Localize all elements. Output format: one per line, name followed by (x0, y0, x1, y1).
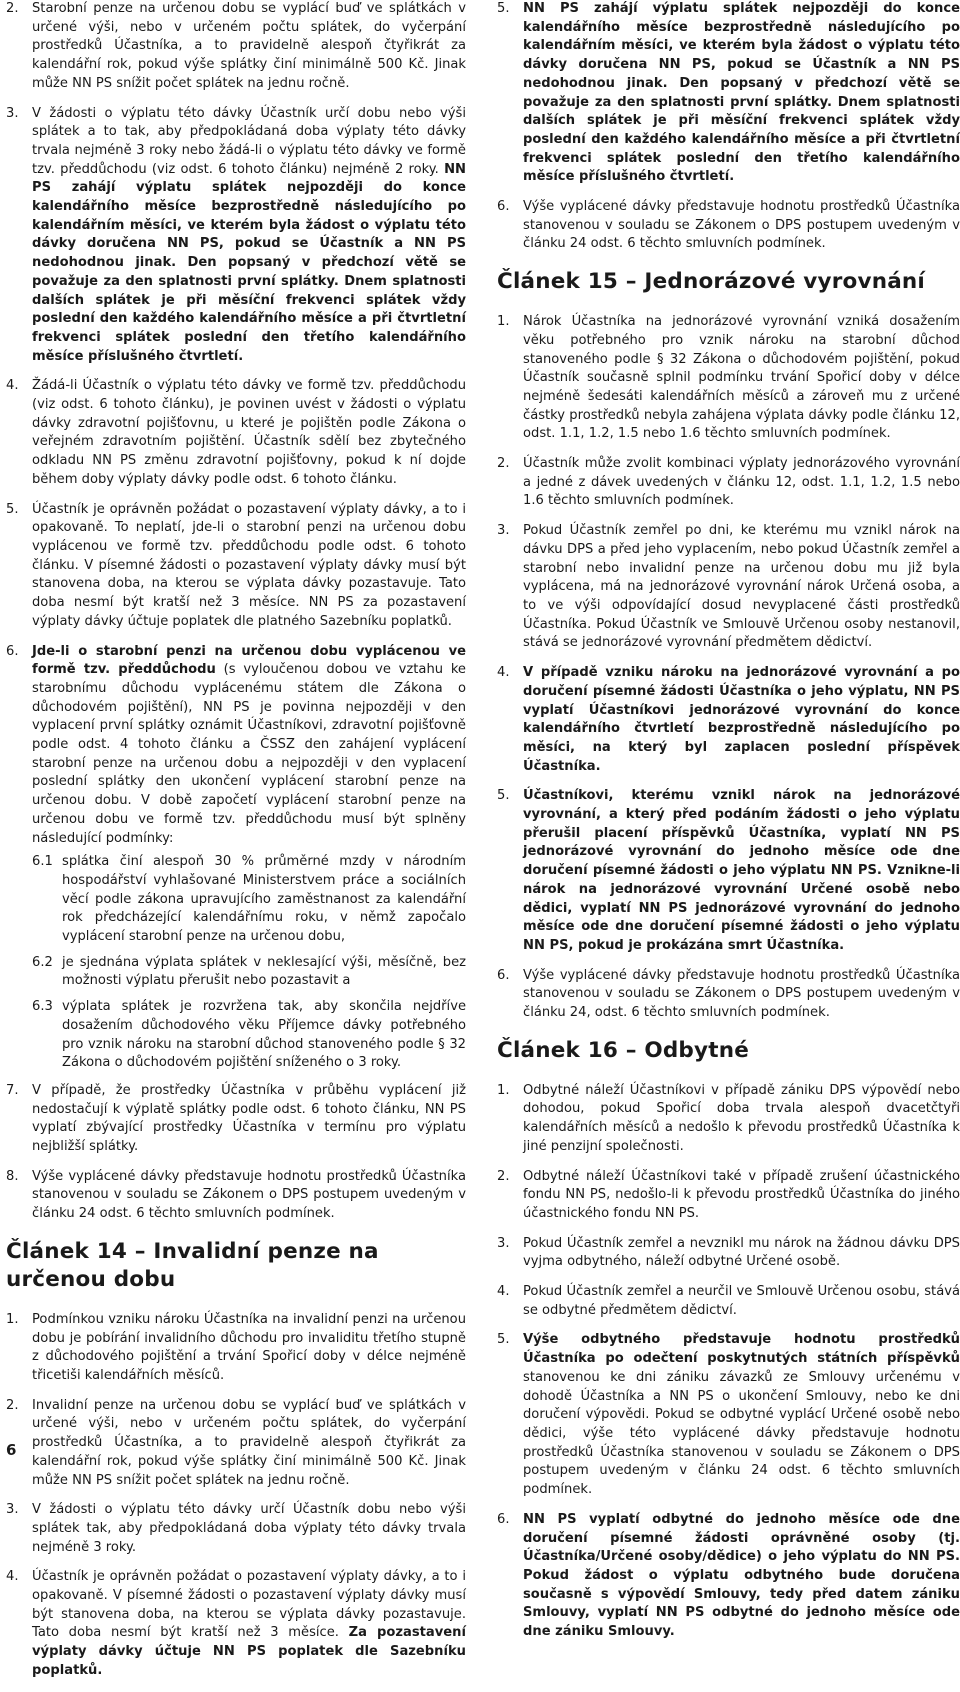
subitem-number: 6.1 (32, 854, 53, 870)
item-number: 3. (6, 1502, 19, 1518)
item-number: 4. (6, 1569, 19, 1585)
sublist (6, 853, 466, 1073)
right-column (497, 0, 960, 1653)
paragraph (497, 1082, 960, 1157)
item-text-bold: Výše odbytného představuje hodnotu prostředků Účastníka po odečtení poskytnutých státních příspěvků (523, 1332, 960, 1367)
paragraph (6, 1568, 466, 1680)
item-text: Výše vyplácené dávky představuje hodnotu prostředků Účastníka stanovenou v souladu se Zákonem o DPS postupem uvedeným v článku 24 odst. 6 těchto smluvních podmínek. (523, 199, 960, 252)
item-text-bold: NN PS zahájí výplatu splátek nejpozději do konce kalendářního měsíce bezprostředně následujícího po kalendářním měsíci, ve kterém byla žádost o výplatu této dávky doručena NN PS, pokud se Účastník a NN PS nedohodnou jinak. Den popsaný v předchozí větě se považuje za den splatnosti první splátky. Dnem splatnosti dalších splátek je při měsíční frekvenci splátek vždy poslední den každého kalendářního měsíce a při čtvrtletní frekvenci splátek poslední den třetího kalendářního měsíce příslušného čtvrtletí. (32, 161, 466, 364)
item-text: Pokud Účastník zemřel a nevznikl mu nárok na žádnou dávku DPS vyjma odbytného, náleží odbytné Určené osobě. (523, 1235, 960, 1270)
article-14-heading: Článek 14 – Invalidní penze na určenou dobu (6, 1238, 379, 1292)
subitem-text: výplata splátek je rozvržena tak, aby skončila nejdříve dosažením důchodového věku Příjemce dávky potřebného pro vznik nároku na starobní důchod stanoveného podle § 32 Zákona o důchodovém pojištění sníženého o 3 roky. (62, 999, 466, 1071)
subitem-number: 6.2 (32, 954, 53, 970)
paragraph (497, 313, 960, 444)
item-number: 2. (497, 1168, 510, 1184)
subitem-text: splátka činí alespoň 30 % průměrné mzdy v národním hospodářství vyhlašované Ministerstvem práce a sociálních věcí podle zákona upravujícího zaměstnanost za kalendářní rok předcházející kalendářnímu roku, v němž započalo vyplácení starobní penze na určenou dobu, (62, 854, 466, 945)
article-16-heading: Článek 16 – Odbytné (497, 1037, 750, 1063)
item-number: 5. (6, 501, 19, 517)
item-number: 8. (6, 1168, 19, 1184)
item-text (523, 0, 960, 187)
item-text: Účastník může zvolit kombinaci výplaty jednorázového vyrovnání a jedné z dávek uvedených v článku 12, odst. 1.1, 1.2, 1.5 nebo 1.6 těchto smluvních podmínek. (523, 456, 960, 509)
item-text: V žádosti o výplatu této dávky určí Účastník dobu nebo výši splátek tak, aby předpokládaná doba výplaty této dávky trvala nejméně 3 roky. (32, 1502, 466, 1555)
item-number: 5. (497, 1332, 510, 1348)
paragraph (6, 1397, 466, 1491)
subitem (32, 853, 466, 947)
paragraph (497, 198, 960, 254)
item-number: 6. (497, 199, 510, 215)
paragraph (497, 1168, 960, 1224)
item-text: Výše vyplácené dávky představuje hodnotu prostředků Účastníka stanovenou v souladu se Zákonem o DPS postupem uvedeným v článku 24 odst. 6 těchto smluvních podmínek. (32, 1168, 466, 1222)
paragraph (6, 105, 466, 367)
item-text-bold: Jde-li o starobní penzi na určenou dobu vyplácenou ve formě tzv. předdůchodu (32, 643, 466, 678)
paragraph (6, 501, 466, 632)
item-text: Žádá-li Účastník o výplatu této dávky ve formě tzv. předdůchodu (viz odst. 6 tohoto článku), je povinen uvést v žádosti o výplatu dávky zdravotní pojišťovnu, u které je pojištěn podle Zákona o veřejném zdravotním pojištění. Účastník sdělí bez zbytečného odkladu NN PS změnu zdravotní pojišťovny, pokud k ní dojde během doby výplaty dávky podle odst. 6 tohoto článku. (32, 378, 466, 487)
paragraph (497, 1235, 960, 1272)
item-text: Odbytné náleží Účastníkovi v případě zániku DPS výpovědí nebo dohodou, pokud Spořicí doba trvala alespoň dvacetčtyři kalendářních měsíců a nedošlo k převodu prostředků Účastníka k jiné penzijní společnosti. (523, 1082, 960, 1154)
item-text (523, 1331, 960, 1499)
item-text (523, 664, 960, 776)
item-number: 3. (497, 1235, 510, 1251)
item-text (523, 787, 960, 955)
item-number: 1. (6, 1311, 19, 1327)
paragraph (6, 377, 466, 489)
paragraph (6, 643, 466, 849)
paragraph (497, 664, 960, 776)
item-number: 1. (497, 314, 510, 330)
paragraph (497, 1511, 960, 1642)
item-text-bold: Za pozastavení výplaty dávky účtuje NN PS poplatek dle Sazebníku poplatků. (32, 1625, 466, 1678)
item-number: 3. (497, 523, 510, 539)
paragraph (6, 1501, 466, 1557)
item-number: 5. (497, 1, 510, 16)
item-number: 6. (6, 643, 19, 659)
item-text: Pokud Účastník zemřel a neurčil ve Smlouvě Určenou osobu, stává se odbytné předmětem dědictví. (523, 1284, 960, 1318)
paragraph (6, 1311, 466, 1386)
subitem (32, 954, 466, 991)
item-number: 6. (497, 1511, 510, 1527)
item-text-bold: NN PS zahájí výplatu splátek nejpozději do konce kalendářního měsíce bezprostředně následujícího po kalendářním měsíci, ve kterém byla žádost o výplatu této dávky doručena NN PS, pokud se Účastník a NN PS nedohodnou jinak. Den popsaný v předchozí větě se považuje za den splatnosti první splátky. Dnem splatnosti dalších splátek je při měsíční frekvenci splátek vždy poslední den každého kalendářního měsíce a při čtvrtletní frekvenci splátek poslední den třetího kalendářního měsíce příslušného čtvrtletí. (523, 1, 960, 185)
article-15-heading: Článek 15 – Jednorázové vyrovnání (497, 269, 926, 295)
item-number: 4. (6, 378, 19, 394)
paragraph (497, 0, 960, 187)
item-text-bold: V případě vzniku nároku na jednorázové vyrovnání a po doručení písemné žádosti Účastníka o jeho výplatu, NN PS vyplatí Účastníkovi jednorázové vyrovnání do konce kalendářního čtvrtletí bezprostředně následujícího po měsíci, na který byl zaplacen poslední příspěvek Účastníka. (523, 665, 960, 774)
item-text: Nárok Účastníka na jednorázové vyrovnání vzniká dosažením věku potřebného pro vznik nároku na starobní důchod stanoveného podle § 32 Zákona o důchodovém pojištění, pokud Účastník současně splnil podmínku trvání Spořicí doby v délce nejméně šedesáti kalendářních měsíců a zároveň mu z určené částky prostředků nebyla zahájena výplata dávky podle článku 12, odst. 1.1, 1.2, 1.5 nebo 1.6 těchto smluvních podmínek. (523, 314, 960, 442)
item-number: 2. (6, 1397, 19, 1413)
left-column (6, 0, 466, 1692)
paragraph (497, 522, 960, 653)
item-text: Účastník je oprávněn požádat o pozastavení výplaty dávky, a to i opakovaně. To neplatí, jde-li o starobní penzi na určenou dobu vyplácenou ve formě tzv. předdůchodu podle odst. 6 tohoto článku. V písemné žádosti o pozastavení výplaty dávky musí být stanovena doba, na kterou se výplata dávky pozastavuje. Tato doba nesmí být kratší než 3 měsíce. NN PS za pozastavení výplaty dávky účtuje poplatek dle platného Sazebníku poplatků. (32, 501, 466, 629)
item-number: 3. (6, 105, 19, 121)
item-text: Starobní penze na určenou dobu se vyplácí buď ve splátkách v určené výši, nebo v určeném počtu splátek, do vyčerpání prostředků Účastníka, a to pravidelně alespoň čtyřikrát za kalendářní rok, pokud výše splátky činí minimálně 500 Kč. Jinak může NN PS snížit počet splátek na jednu ročně. (32, 1, 466, 91)
paragraph (6, 1168, 466, 1224)
item-text (32, 1568, 466, 1680)
page-number: 6 (6, 1441, 17, 1459)
item-number: 4. (497, 1284, 510, 1300)
item-text-regular: stanovenou ke dni zániku závazků ze Smlouvy určenému v dohodě Účastníka a NN PS o ukončení Smlouvy, nebo ke dni doručení výpovědi. Pokud se odbytné vyplácí Určené osobě nebo dědici, výše této vyplácené dávky představuje hodnotu prostředků Účastníka stanovenou v souladu se Zákonem o DPS postupem uvedeným v článku 24 odst. 6 těchto smluvních podmínek. (523, 1369, 960, 1498)
item-text (32, 105, 466, 367)
item-number: 6. (497, 967, 510, 983)
item-text-bold: NN PS vyplatí odbytné do jednoho měsíce ode dne doručení písemné žádosti oprávněné osoby (tj. Účastníka/Určené osoby/dědice) o jeho výplatu do NN PS. Pokud žádost o výplatu odbytného bude doručena současně s výpovědí Smlouvy, tedy před datem zániku Smlouvy, vyplatí NN PS odbytné do jednoho měsíce ode dne zániku Smlouvy. (523, 1511, 960, 1640)
paragraph (497, 1283, 960, 1320)
item-text-regular: Účastník je oprávněn požádat o pozastavení výplaty dávky, a to i opakovaně. V písemné žádosti o pozastavení výplaty dávky musí být stanovena doba, na kterou se výplata dávky pozastavuje. Tato doba nesmí být kratší než 3 měsíce. (32, 1569, 466, 1641)
paragraph (6, 1082, 466, 1157)
subitem-number: 6.3 (32, 999, 53, 1015)
item-number: 2. (6, 1, 19, 16)
item-text: Podmínkou vzniku nároku Účastníka na invalidní penzi na určenou dobu je pobírání invalidního důchodu pro invaliditu třetího stupně z důchodového pojištění a trvání Spořicí doby v délce nejméně třicetiši kalendářních měsíců. (32, 1311, 466, 1383)
item-text-bold: Účastníkovi, kterému vznikl nárok na jednorázové vyrovnání, a který před podáním žádosti o jeho výplatu přerušil placení příspěvků Účastníka, vyplatí NN PS jednorázové vyrovnání do jednoho měsíce ode dne doručení písemné žádosti o jeho výplatu NN PS. Vznikne-li nárok na jednorázové vyrovnání Určené osobě nebo dědici, vyplatí NN PS jednorázové vyrovnání do jednoho měsíce ode dne doručení písemné žádosti o jeho výplatu NN PS, pokud je prokázána smrt Účastníka. (523, 788, 960, 953)
item-number: 1. (497, 1082, 510, 1098)
subitem (32, 998, 466, 1073)
paragraph (497, 967, 960, 1023)
item-number: 4. (497, 665, 510, 681)
item-text: Výše vyplácené dávky představuje hodnotu prostředků Účastníka stanovenou v souladu se Zákonem o DPS postupem uvedeným v článku 24, odst. 6 těchto smluvních podmínek. (523, 967, 960, 1021)
item-text: Odbytné náleží Účastníkovi také v případě zrušení účastnického fondu NN PS, nedošlo-li k převodu prostředků Účastníka do jiného účastnického fondu NN PS. (523, 1168, 960, 1221)
item-number: 5. (497, 788, 510, 804)
item-text-regular: V žádosti o výplatu této dávky Účastník určí dobu nebo výši splátek a to tak, aby předpokládaná doba výplaty této dávky trvala nejméně 3 roky nebo žádá-li o výplatu této dávky ve formě tzv. předdůchodu (viz odst. 6 tohoto článku) nejméně 2 roky. (32, 105, 466, 177)
item-text: Pokud Účastník zemřel po dni, ke kterému mu vznikl nárok na dávku DPS a před jeho vyplacením, nebo pokud Účastník zemřel a starobní nebo invalidní penze na určenou dobu mu již byla vyplácena, má na jednorázové vyrovnání nárok Určená osoba, a to ve výši odpovídající dosud nevyplacené části prostředků Účastníka. Pokud Účastník ve Smlouvě Určenou osoby nestanovil, stává se jednorázové vyrovnání předmětem dědictví. (523, 523, 960, 651)
paragraph (497, 455, 960, 511)
item-number: 7. (6, 1082, 19, 1098)
paragraph (497, 1331, 960, 1499)
item-text (32, 643, 466, 849)
item-text: V případě, že prostředky Účastníka v průběhu vyplácení již nedostačují k výplatě splátky podle odst. 6 tohoto článku, NN PS vyplatí zbývající prostředky Účastníka v termínu pro výplatu nejbližší splátky. (32, 1082, 466, 1155)
paragraph (6, 0, 466, 94)
item-text (523, 1511, 960, 1642)
subitem-text: je sjednána výplata splátek v neklesající výši, měsíčně, bez možnosti výplatu přerušit nebo pozastavit a (62, 954, 466, 989)
item-number: 2. (497, 456, 510, 472)
paragraph (497, 787, 960, 955)
item-text: Invalidní penze na určenou dobu se vyplácí buď ve splátkách v určené výši, nebo v určeném počtu splátek, do vyčerpání prostředků Účastníka, a to pravidelně alespoň čtyřikrát za kalendářní rok, pokud výše splátky činí minimálně 500 Kč. Jinak může NN PS snížit počet splátek na jednu ročně. (32, 1397, 466, 1488)
item-text-regular: (s vyloučenou dobou ve vztahu ke starobnímu důchodu vyplácenému státem dle Zákona o důchodovém pojištění), NN PS je povinna nejpozději v den vyplacení první splátky oznámit Účastníkovi, zdravotní pojišťovně podle odst. 4 tohoto článku a ČSSZ den zahájení vyplácení starobní penze na určenou dobu a nejpozději v den vyplacení poslední splátky den ukončení vyplácení starobní penze na určenou dobu. V době započetí vyplácení starobní penze na určenou dobu ve formě tzv. předdůchodu musí být splněny následující podmínky: (32, 662, 466, 846)
